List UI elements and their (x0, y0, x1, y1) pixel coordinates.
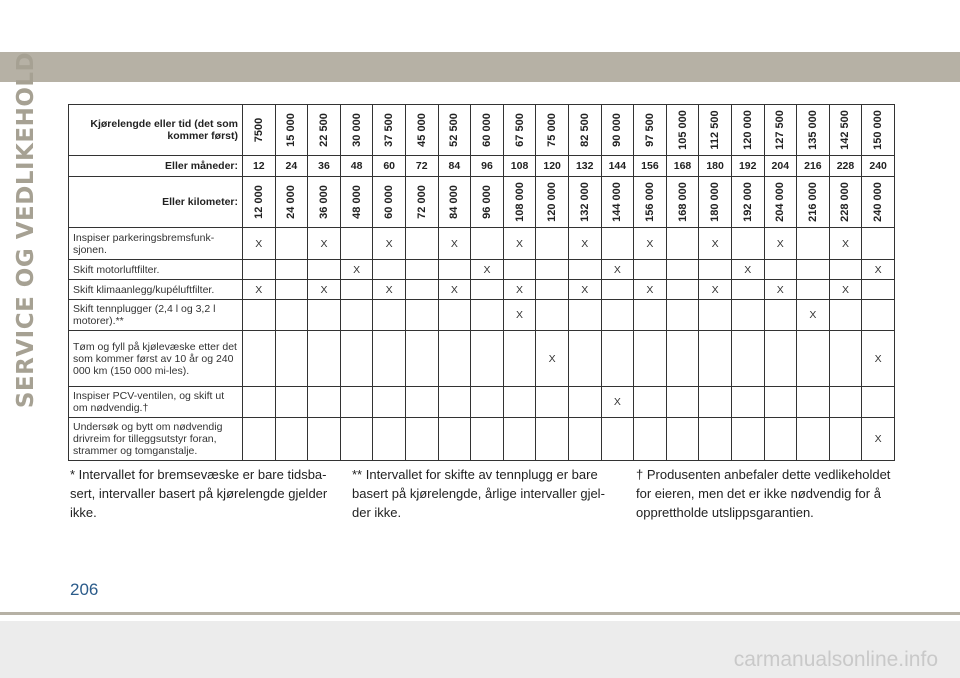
schedule-mark (536, 300, 569, 331)
km-value: 180 000 (709, 182, 722, 222)
schedule-mark: X (308, 228, 341, 260)
km-cell (666, 177, 699, 228)
task-label: Skift motorluftfilter. (69, 260, 243, 280)
schedule-mark (536, 418, 569, 461)
schedule-mark: X (862, 331, 895, 387)
months-value: 144 (601, 156, 634, 177)
maintenance-schedule-table (68, 104, 895, 461)
schedule-mark (308, 387, 341, 418)
mileage-value: 97 500 (643, 113, 656, 147)
mileage-value: 45 000 (415, 113, 428, 147)
months-value: 24 (275, 156, 308, 177)
schedule-mark (471, 331, 504, 387)
km-cell (797, 177, 830, 228)
mileage-value: 75 000 (546, 113, 559, 147)
mileage-cell (438, 105, 471, 156)
km-value: 204 000 (774, 182, 787, 222)
schedule-mark (666, 280, 699, 300)
months-value: 60 (373, 156, 406, 177)
schedule-mark (634, 260, 667, 280)
mileage-value: 142 500 (839, 110, 852, 150)
months-value: 168 (666, 156, 699, 177)
page-number: 206 (70, 580, 99, 599)
km-value: 192 000 (741, 182, 754, 222)
schedule-mark (340, 418, 373, 461)
schedule-mark (275, 331, 308, 387)
mileage-cell (405, 105, 438, 156)
schedule-mark: X (797, 300, 830, 331)
footnote-owner-recommendation: † Produsenten anbefaler dette vedlikeholdet for eieren, men det er ikke nødvendig for å opprettholde utslippsgarantien. (636, 467, 891, 520)
schedule-mark (308, 300, 341, 331)
schedule-mark (829, 418, 862, 461)
schedule-mark (601, 418, 634, 461)
km-cell (764, 177, 797, 228)
months-value: 48 (340, 156, 373, 177)
schedule-mark: X (438, 228, 471, 260)
mileage-value: 82 500 (578, 113, 591, 147)
km-value: 156 000 (643, 182, 656, 222)
schedule-mark (405, 387, 438, 418)
km-value: 72 000 (415, 185, 428, 219)
schedule-mark (373, 331, 406, 387)
schedule-mark (862, 300, 895, 331)
schedule-mark (275, 300, 308, 331)
km-cell (243, 177, 276, 228)
table-row (69, 260, 895, 280)
mileage-value: 135 000 (806, 110, 819, 150)
months-value: 72 (405, 156, 438, 177)
schedule-mark (243, 331, 276, 387)
months-value: 84 (438, 156, 471, 177)
schedule-mark: X (503, 300, 536, 331)
schedule-mark: X (438, 280, 471, 300)
mileage-cell (308, 105, 341, 156)
schedule-mark (340, 331, 373, 387)
schedule-mark (308, 260, 341, 280)
km-value: 132 000 (578, 182, 591, 222)
schedule-mark (373, 387, 406, 418)
schedule-mark (308, 331, 341, 387)
schedule-mark (731, 280, 764, 300)
schedule-mark: X (503, 280, 536, 300)
mileage-value: 112 500 (709, 110, 722, 150)
schedule-mark (373, 260, 406, 280)
schedule-mark: X (601, 387, 634, 418)
schedule-mark (829, 300, 862, 331)
schedule-mark (405, 228, 438, 260)
task-label: Tøm og fyll på kjølevæske etter det som kommer først av 10 år og 240 000 km (150 000 mi-les). (69, 331, 243, 387)
table-row (69, 418, 895, 461)
schedule-mark (829, 260, 862, 280)
km-cell (405, 177, 438, 228)
km-value: 36 000 (317, 185, 330, 219)
km-cell (601, 177, 634, 228)
km-header-label: Eller kilometer: (69, 177, 243, 228)
mileage-value: 120 000 (741, 110, 754, 150)
schedule-mark (797, 260, 830, 280)
footer-rule (0, 612, 960, 615)
schedule-mark (764, 418, 797, 461)
schedule-mark: X (634, 280, 667, 300)
table-row (69, 228, 895, 260)
watermark: carmanualsonline.info (733, 648, 938, 671)
months-value: 156 (634, 156, 667, 177)
mileage-cell (634, 105, 667, 156)
table-row (69, 387, 895, 418)
schedule-mark (536, 387, 569, 418)
schedule-mark (405, 300, 438, 331)
schedule-mark (666, 300, 699, 331)
months-value: 132 (568, 156, 601, 177)
task-label: Skift tennplugger (2,4 l og 3,2 l motorer).** (69, 300, 243, 331)
months-value: 96 (471, 156, 504, 177)
schedule-mark: X (471, 260, 504, 280)
schedule-mark (438, 331, 471, 387)
schedule-mark (471, 387, 504, 418)
km-cell (731, 177, 764, 228)
months-value: 36 (308, 156, 341, 177)
km-cell (536, 177, 569, 228)
mileage-cell (829, 105, 862, 156)
schedule-mark (503, 331, 536, 387)
schedule-mark (568, 331, 601, 387)
schedule-mark (405, 331, 438, 387)
mileage-header-label: Kjørelengde eller tid (det som kommer først) (69, 105, 243, 156)
km-cell (471, 177, 504, 228)
km-value: 48 000 (350, 185, 363, 219)
km-cell (340, 177, 373, 228)
schedule-mark (405, 280, 438, 300)
mileage-value: 90 000 (611, 113, 624, 147)
schedule-mark: X (340, 260, 373, 280)
schedule-mark (862, 228, 895, 260)
schedule-mark (340, 387, 373, 418)
schedule-mark (340, 228, 373, 260)
months-header-row (69, 156, 895, 177)
schedule-mark (471, 418, 504, 461)
months-value: 180 (699, 156, 732, 177)
months-value: 240 (862, 156, 895, 177)
task-label: Inspiser PCV-ventilen, og skift ut om nødvendig.† (69, 387, 243, 418)
months-value: 216 (797, 156, 830, 177)
schedule-mark (536, 260, 569, 280)
months-value: 204 (764, 156, 797, 177)
table-row (69, 280, 895, 300)
schedule-mark: X (243, 280, 276, 300)
footnote-brake-fluid: * Intervallet for bremsevæske er bare tidsba-sert, intervaller basert på kjørelengde gjelder ikke. (70, 467, 328, 520)
schedule-mark (438, 260, 471, 280)
schedule-mark (405, 418, 438, 461)
schedule-mark (568, 300, 601, 331)
mileage-cell (471, 105, 504, 156)
schedule-mark (471, 280, 504, 300)
mileage-cell (731, 105, 764, 156)
km-cell (373, 177, 406, 228)
months-value: 12 (243, 156, 276, 177)
mileage-value: 15 000 (285, 113, 298, 147)
km-cell (275, 177, 308, 228)
schedule-mark (764, 300, 797, 331)
mileage-cell (568, 105, 601, 156)
schedule-mark (634, 387, 667, 418)
mileage-value: 105 000 (676, 110, 689, 150)
schedule-mark (243, 300, 276, 331)
km-value: 84 000 (448, 185, 461, 219)
mileage-value: 7500 (252, 117, 265, 143)
schedule-mark (568, 387, 601, 418)
schedule-mark: X (829, 228, 862, 260)
table-row (69, 331, 895, 387)
schedule-mark (373, 418, 406, 461)
schedule-mark (340, 300, 373, 331)
schedule-mark (699, 418, 732, 461)
schedule-mark (601, 280, 634, 300)
km-value: 228 000 (839, 182, 852, 222)
km-value: 144 000 (611, 182, 624, 222)
schedule-mark (340, 280, 373, 300)
mileage-value: 150 000 (872, 110, 885, 150)
mileage-cell (373, 105, 406, 156)
schedule-mark: X (764, 280, 797, 300)
km-value: 240 000 (872, 182, 885, 222)
mileage-value: 37 500 (383, 113, 396, 147)
km-cell (568, 177, 601, 228)
schedule-mark (699, 331, 732, 387)
schedule-mark (634, 300, 667, 331)
schedule-mark (438, 418, 471, 461)
schedule-mark (731, 418, 764, 461)
months-header-label: Eller måneder: (69, 156, 243, 177)
schedule-mark: X (568, 228, 601, 260)
schedule-mark (634, 418, 667, 461)
km-value: 216 000 (806, 182, 819, 222)
months-value: 120 (536, 156, 569, 177)
task-label: Skift klimaanlegg/kupéluftfilter. (69, 280, 243, 300)
schedule-mark (536, 280, 569, 300)
months-value: 108 (503, 156, 536, 177)
schedule-mark (699, 300, 732, 331)
mileage-cell (764, 105, 797, 156)
mileage-cell (797, 105, 830, 156)
schedule-mark (699, 260, 732, 280)
schedule-mark (243, 260, 276, 280)
km-value: 120 000 (546, 182, 559, 222)
mileage-cell (699, 105, 732, 156)
schedule-mark: X (308, 280, 341, 300)
schedule-mark: X (634, 228, 667, 260)
schedule-mark (797, 280, 830, 300)
section-title-text: SERVICE OG VEDLIKEHOLD (13, 51, 39, 409)
mileage-cell (601, 105, 634, 156)
schedule-mark (666, 418, 699, 461)
schedule-mark (275, 228, 308, 260)
schedule-mark (634, 331, 667, 387)
schedule-mark (503, 260, 536, 280)
task-label: Undersøk og bytt om nødvendig drivreim for tilleggsutstyr foran, strammer og tomganstalje. (69, 418, 243, 461)
mileage-value: 127 500 (774, 110, 787, 150)
schedule-mark: X (764, 228, 797, 260)
km-value: 12 000 (252, 185, 265, 219)
schedule-mark (862, 280, 895, 300)
schedule-mark (536, 228, 569, 260)
schedule-mark: X (373, 280, 406, 300)
schedule-mark (797, 387, 830, 418)
schedule-mark: X (699, 228, 732, 260)
mileage-header-row (69, 105, 895, 156)
schedule-mark (666, 387, 699, 418)
km-value: 168 000 (676, 182, 689, 222)
km-value: 96 000 (480, 185, 493, 219)
schedule-mark (503, 418, 536, 461)
schedule-mark: X (536, 331, 569, 387)
schedule-mark (764, 387, 797, 418)
schedule-mark: X (699, 280, 732, 300)
schedule-mark (438, 387, 471, 418)
months-value: 228 (829, 156, 862, 177)
km-value: 60 000 (383, 185, 396, 219)
km-value: 24 000 (285, 185, 298, 219)
schedule-mark: X (373, 228, 406, 260)
mileage-value: 67 500 (513, 113, 526, 147)
task-label: Inspiser parkeringsbremsfunk-sjonen. (69, 228, 243, 260)
schedule-mark: X (503, 228, 536, 260)
km-cell (829, 177, 862, 228)
mileage-cell (275, 105, 308, 156)
km-cell (438, 177, 471, 228)
schedule-mark (797, 228, 830, 260)
mileage-cell (243, 105, 276, 156)
mileage-cell (862, 105, 895, 156)
schedule-mark: X (862, 260, 895, 280)
schedule-mark: X (862, 418, 895, 461)
schedule-mark (568, 418, 601, 461)
schedule-mark: X (568, 280, 601, 300)
schedule-mark (699, 387, 732, 418)
section-title (6, 51, 46, 409)
schedule-mark (601, 228, 634, 260)
schedule-mark (797, 331, 830, 387)
schedule-mark (601, 331, 634, 387)
schedule-mark (275, 418, 308, 461)
mileage-cell (666, 105, 699, 156)
schedule-mark (503, 387, 536, 418)
schedule-mark (601, 300, 634, 331)
schedule-mark (373, 300, 406, 331)
schedule-mark: X (601, 260, 634, 280)
schedule-mark (243, 387, 276, 418)
schedule-mark (405, 260, 438, 280)
mileage-value: 52 500 (448, 113, 461, 147)
schedule-mark (862, 387, 895, 418)
schedule-mark (764, 331, 797, 387)
schedule-mark (438, 300, 471, 331)
schedule-mark (764, 260, 797, 280)
schedule-mark: X (731, 260, 764, 280)
schedule-mark (731, 387, 764, 418)
mileage-cell (503, 105, 536, 156)
top-band (0, 0, 960, 52)
schedule-mark: X (243, 228, 276, 260)
mileage-cell (536, 105, 569, 156)
schedule-mark (731, 300, 764, 331)
footnote-spark-plugs: ** Intervallet for skifte av tennplugg er bare basert på kjørelengde, årlige intervaller gjel-der ikke. (352, 467, 605, 520)
schedule-mark (666, 260, 699, 280)
km-cell (634, 177, 667, 228)
km-cell (699, 177, 732, 228)
schedule-mark (666, 228, 699, 260)
schedule-mark (471, 300, 504, 331)
schedule-mark (275, 260, 308, 280)
table-row (69, 300, 895, 331)
mileage-value: 22 500 (317, 113, 330, 147)
schedule-mark (275, 387, 308, 418)
mileage-cell (340, 105, 373, 156)
km-value: 108 000 (513, 182, 526, 222)
schedule-mark (731, 228, 764, 260)
schedule-mark (243, 418, 276, 461)
km-cell (503, 177, 536, 228)
schedule-mark (829, 331, 862, 387)
schedule-mark (308, 418, 341, 461)
km-cell (308, 177, 341, 228)
schedule-mark: X (829, 280, 862, 300)
schedule-mark (275, 280, 308, 300)
km-header-row (69, 177, 895, 228)
schedule-mark (829, 387, 862, 418)
schedule-mark (731, 331, 764, 387)
schedule-mark (666, 331, 699, 387)
schedule-mark (471, 228, 504, 260)
mileage-value: 30 000 (350, 113, 363, 147)
km-cell (862, 177, 895, 228)
header-bar (0, 52, 960, 82)
schedule-mark (568, 260, 601, 280)
schedule-mark (797, 418, 830, 461)
mileage-value: 60 000 (480, 113, 493, 147)
months-value: 192 (731, 156, 764, 177)
